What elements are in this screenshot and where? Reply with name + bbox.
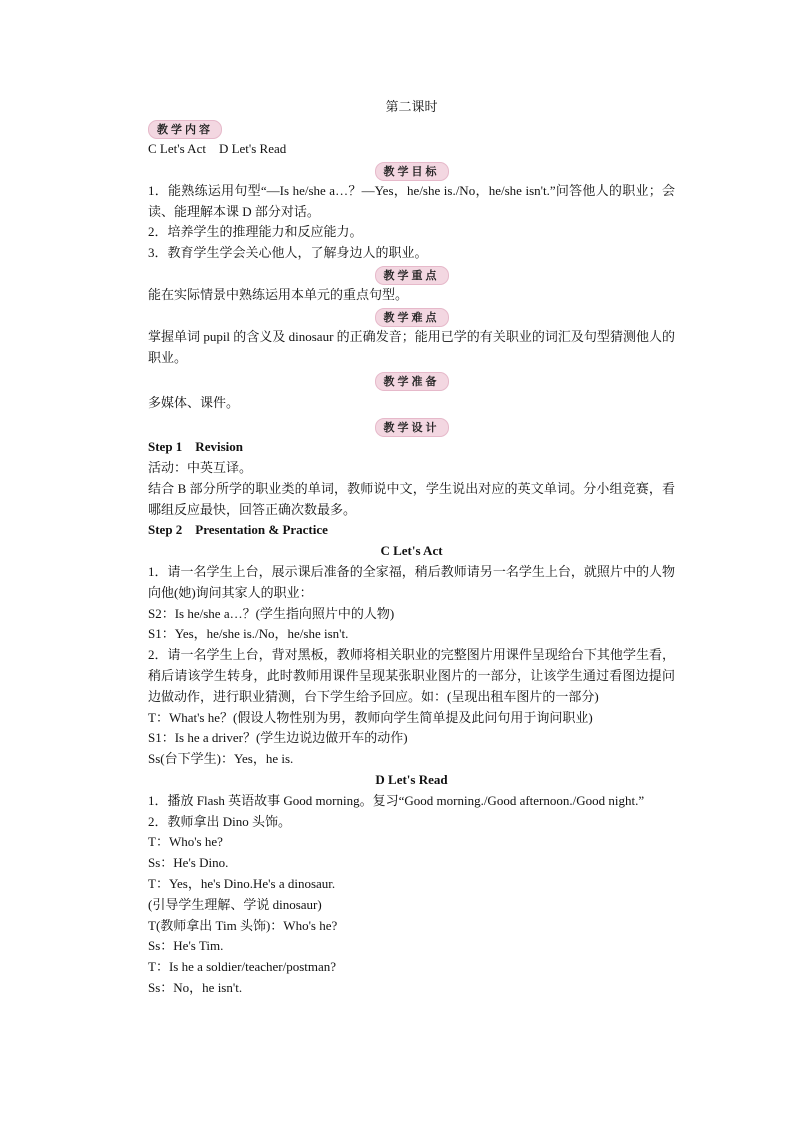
act-dialog-ss: Ss(台下学生)：Yes，he is. — [148, 751, 294, 767]
difficulties-text: 掌握单词 pupil 的含义及 dinosaur 的正确发音；能用已学的有关职业的词汇及句型猜测他人的职业。 — [148, 328, 675, 365]
read-dialog-line: T：Is he a soldier/teacher/postman? — [148, 959, 337, 975]
section-lets-read: D Let's Read — [375, 771, 448, 787]
act-dialog-t: T：What's he？(假设人物性别为男，教师向学生简单提及此问句用于询问职业) — [148, 709, 593, 725]
page-title: 第二课时 — [385, 99, 438, 114]
goal-3: 3．教育学生学会关心他人，了解身边人的职业。 — [148, 245, 428, 261]
step1-desc: 结合 B 部分所学的职业类的单词，教师说中文，学生说出对应的英文单词。分小组竞赛，看哪组反应最快，回答正确次数最多。 — [148, 480, 675, 517]
read-dialog-line: T：Yes，he's Dino.He's a dinosaur. — [148, 875, 336, 891]
badge-row-key-points — [148, 264, 675, 285]
read-dialog-line: Ss：He's Tim. — [148, 938, 224, 954]
act-item-1: 1．请一名学生上台，展示课后准备的全家福，稍后教师请另一名学生上台，就照片中的人物向他(她)询问其家人的职业： — [148, 563, 675, 600]
read-item-1: 1．播放 Flash 英语故事 Good morning。复习“Good morning./Good afternoon./Good night.” — [148, 792, 645, 808]
read-dialog-line: T(教师拿出 Tim 头饰)：Who's he? — [148, 917, 338, 933]
read-dialog-line: Ss：No，he isn't. — [148, 979, 243, 995]
read-dialog-line: T：Who's he? — [148, 834, 223, 850]
badge-preparation: 教学准备 — [375, 372, 449, 391]
badge-difficulties: 教学难点 — [375, 308, 449, 327]
document-page — [148, 96, 675, 999]
goal-2: 2．培养学生的推理能力和反应能力。 — [148, 224, 363, 240]
read-dialog-line: Ss：He's Dino. — [148, 855, 229, 871]
preparation-text: 多媒体、课件。 — [148, 395, 240, 411]
badge-row-content — [148, 118, 675, 139]
goal-1: 1．能熟练运用句型“—Is he/she a…？—Yes，he/she is./No，he/she isn't.”问答他人的职业；会读、能理解本课 D 部分对话。 — [148, 182, 675, 219]
badge-row-goals — [148, 160, 675, 181]
act-dialog-s1: S1：Yes，he/she is./No，he/she isn't. — [148, 626, 349, 642]
act-dialog-s2: S2：Is he/she a…？(学生指向照片中的人物) — [148, 605, 395, 621]
badge-teaching-goals: 教学目标 — [375, 162, 449, 181]
act-item-2: 2．请一名学生上台，背对黑板，教师将相关职业的完整图片用课件呈现给台下其他学生看，稍后请该学生转身，此时教师用课件呈现某张职业图片的一部分，让该学生通过看图边提问边做动作，进行职业猜测，台下学生给予回应。如：(呈现出租车图片的一部分) — [148, 647, 675, 704]
badge-key-points: 教学重点 — [375, 266, 449, 285]
content-text: C Let's Act D Let's Read — [148, 141, 287, 156]
key-points-text: 能在实际情景中熟练运用本单元的重点句型。 — [148, 286, 409, 302]
read-dialog-line: (引导学生理解、学说 dinosaur) — [148, 896, 322, 912]
act-dialog-s1b: S1：Is he a driver？(学生边说边做开车的动作) — [148, 730, 408, 746]
step1-activity: 活动：中英互译。 — [148, 459, 253, 475]
section-lets-act: C Let's Act — [380, 543, 443, 559]
badge-teaching-content: 教学内容 — [148, 120, 222, 139]
step2-heading: Step 2 Presentation & Practice — [148, 522, 328, 538]
badge-row-difficulties — [148, 306, 675, 327]
badge-row-design — [148, 416, 675, 437]
step1-heading: Step 1 Revision — [148, 439, 243, 455]
badge-row-preparation — [148, 370, 675, 391]
read-item-2: 2．教师拿出 Dino 头饰。 — [148, 813, 292, 829]
badge-design: 教学设计 — [375, 418, 449, 437]
